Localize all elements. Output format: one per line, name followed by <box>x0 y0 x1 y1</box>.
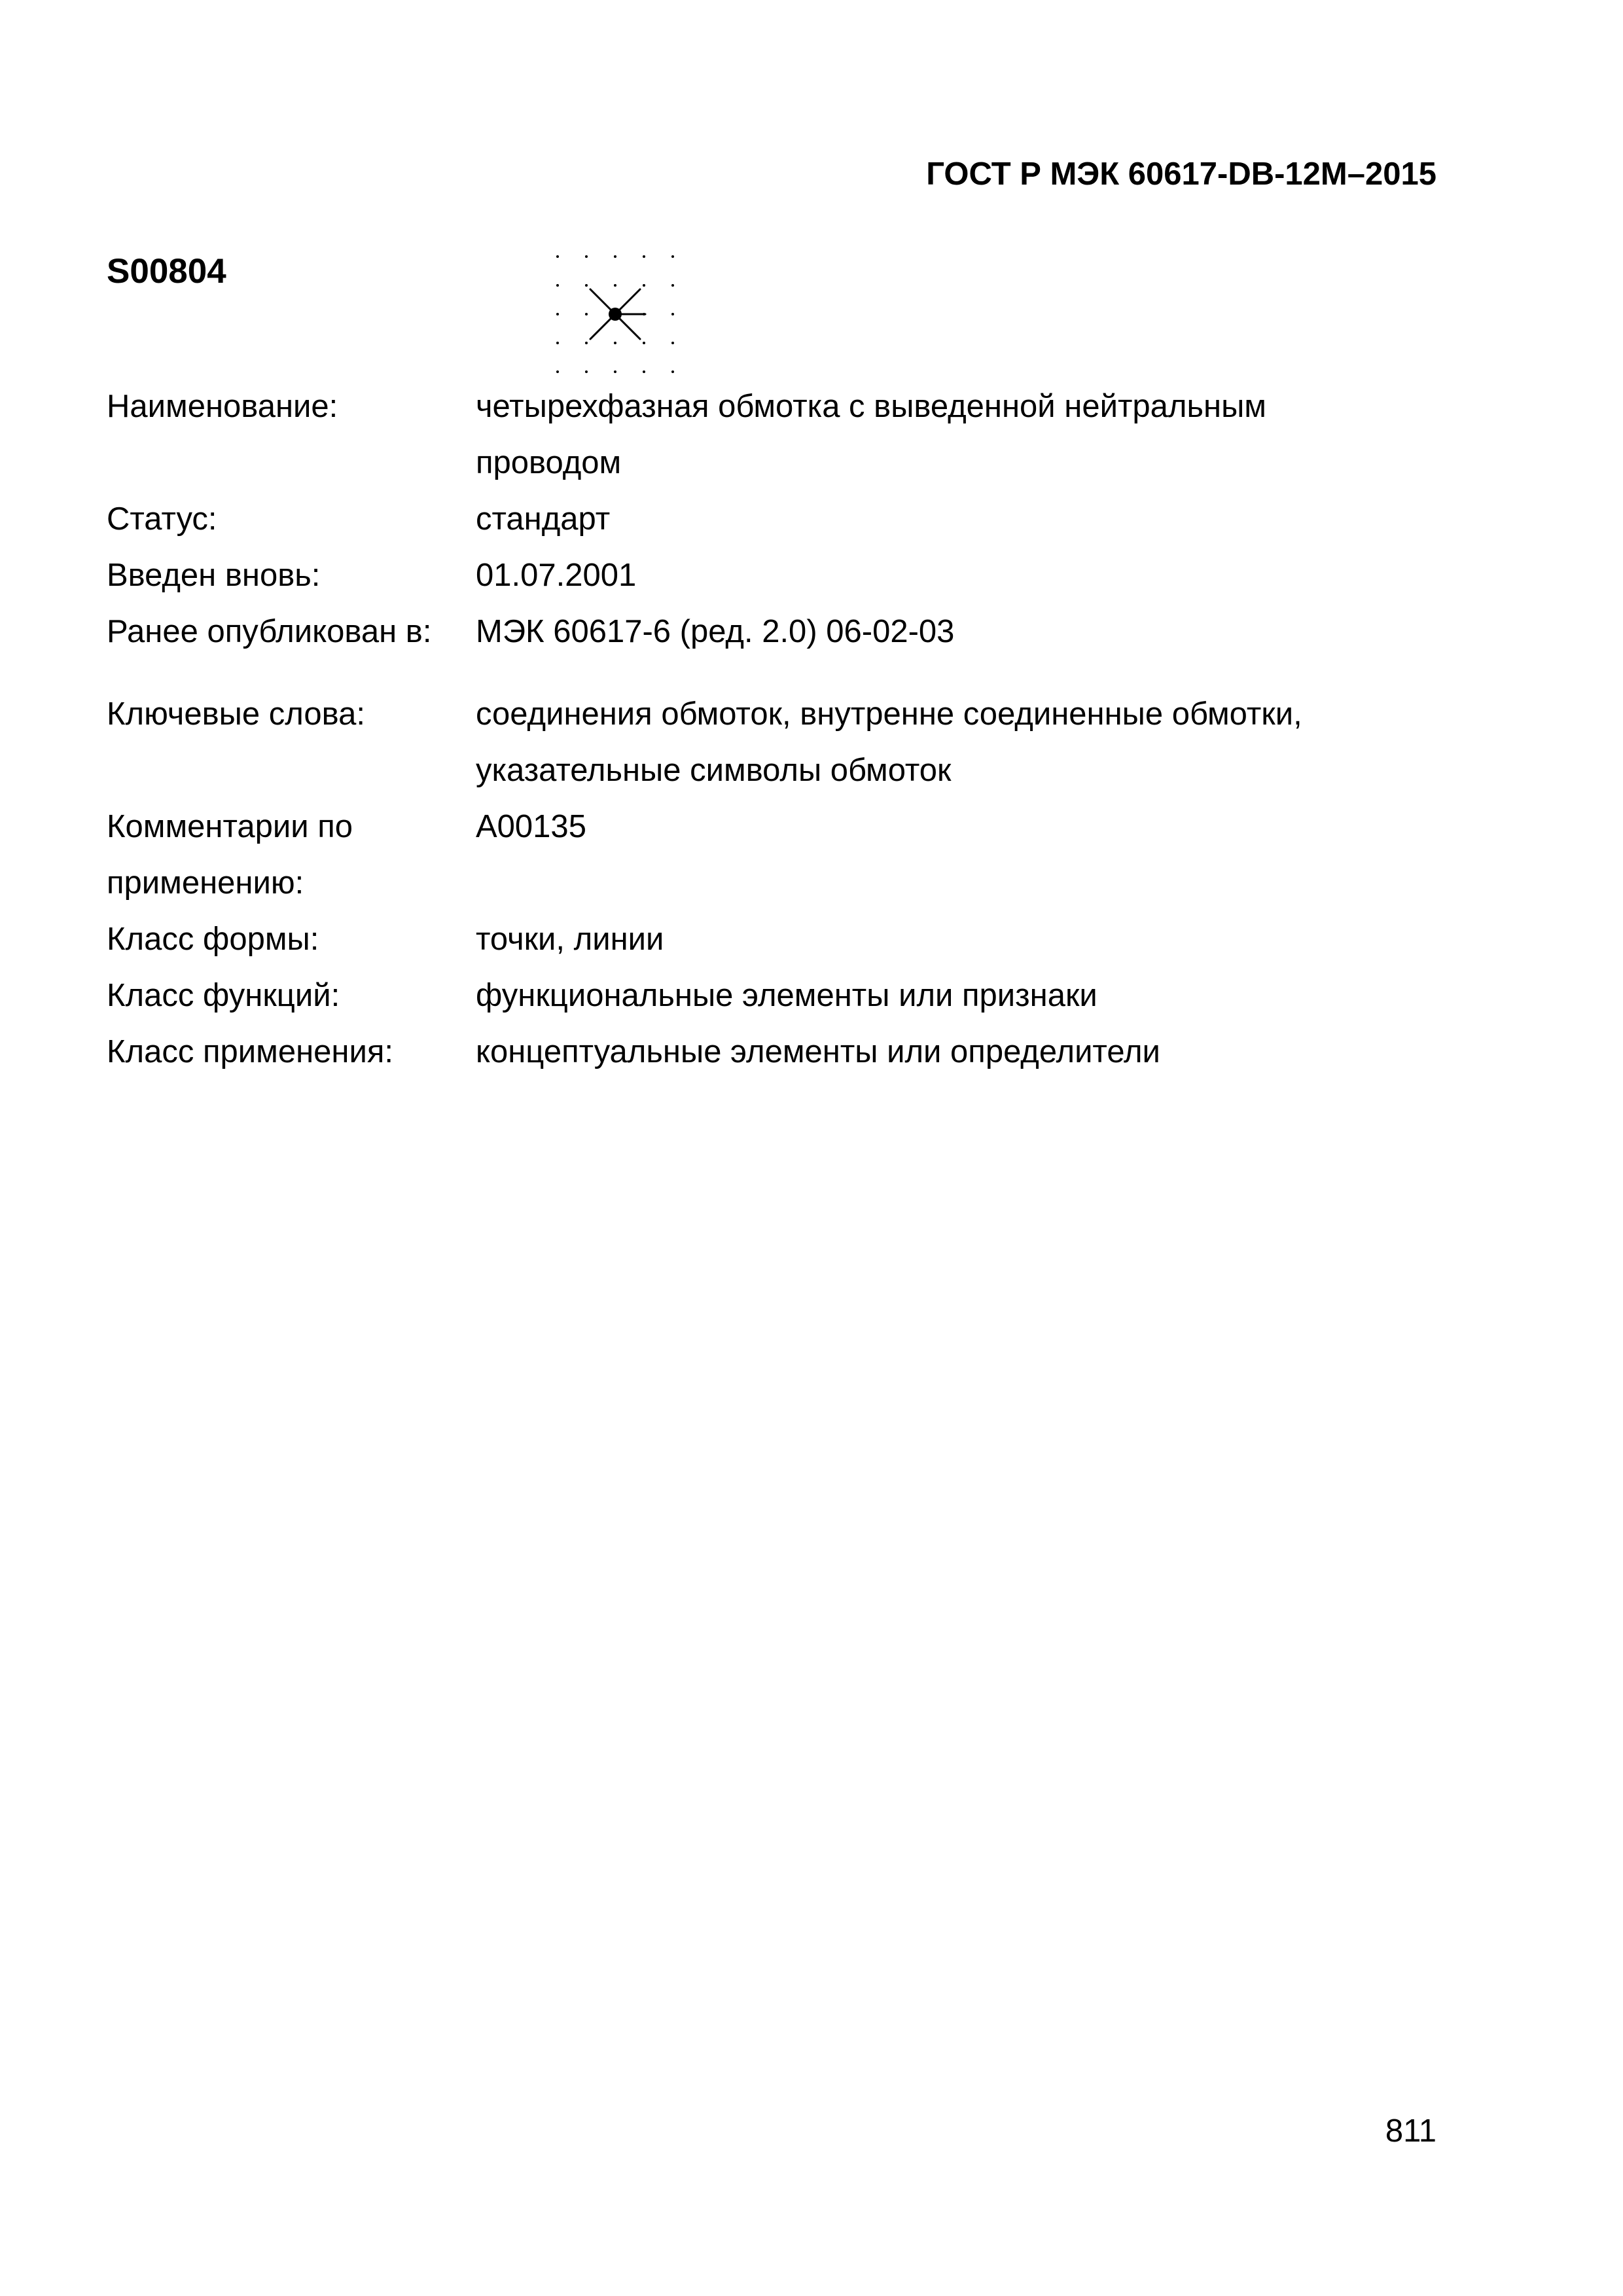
field-value-application-notes: A00135 <box>476 809 586 844</box>
field-row-status <box>107 491 1481 547</box>
four-phase-winding-symbol-icon <box>550 251 681 376</box>
field-row-keywords <box>107 686 1481 798</box>
field-value-name: четырехфазная обмотка с выведенной нейтральным проводом <box>476 389 1266 480</box>
field-value-status: стандарт <box>476 501 611 537</box>
field-label-name: Наименование: <box>107 389 338 424</box>
field-label-shape-class: Класс формы: <box>107 922 319 957</box>
field-row-shape-class <box>107 911 1481 967</box>
field-label-previously-published: Ранее опубликован в: <box>107 614 432 649</box>
field-label-application-notes: Комментарии по применению: <box>107 809 353 901</box>
field-value-keywords: соединения обмоток, внутренне соединенные обмотки, указательные символы обмоток <box>476 696 1302 788</box>
field-label-application-class: Класс применения: <box>107 1034 393 1069</box>
page-number: 811 <box>1385 2113 1436 2149</box>
field-label-function-class: Класс функций: <box>107 978 340 1013</box>
field-row-name <box>107 378 1481 491</box>
field-value-previously-published: МЭК 60617-6 (ред. 2.0) 06-02-03 <box>476 614 955 649</box>
field-row-application-notes <box>107 798 1481 911</box>
symbol-attributes-table <box>107 378 1481 1080</box>
field-label-introduced: Введен вновь: <box>107 558 321 593</box>
field-value-introduced: 01.07.2001 <box>476 558 637 593</box>
field-label-status: Статус: <box>107 501 217 537</box>
field-row-previously-published <box>107 603 1481 660</box>
symbol-code: S00804 <box>107 252 226 291</box>
neutral-point <box>609 308 622 321</box>
field-value-shape-class: точки, линии <box>476 922 664 957</box>
field-row-application-class <box>107 1024 1481 1080</box>
field-value-application-class: концептуальные элементы или определители <box>476 1034 1160 1069</box>
document-standard-header: ГОСТ Р МЭК 60617-DB-12M–2015 <box>926 156 1436 192</box>
field-value-function-class: функциональные элементы или признаки <box>476 978 1097 1013</box>
field-row-introduced <box>107 547 1481 603</box>
field-row-function-class <box>107 967 1481 1024</box>
field-label-keywords: Ключевые слова: <box>107 696 365 732</box>
